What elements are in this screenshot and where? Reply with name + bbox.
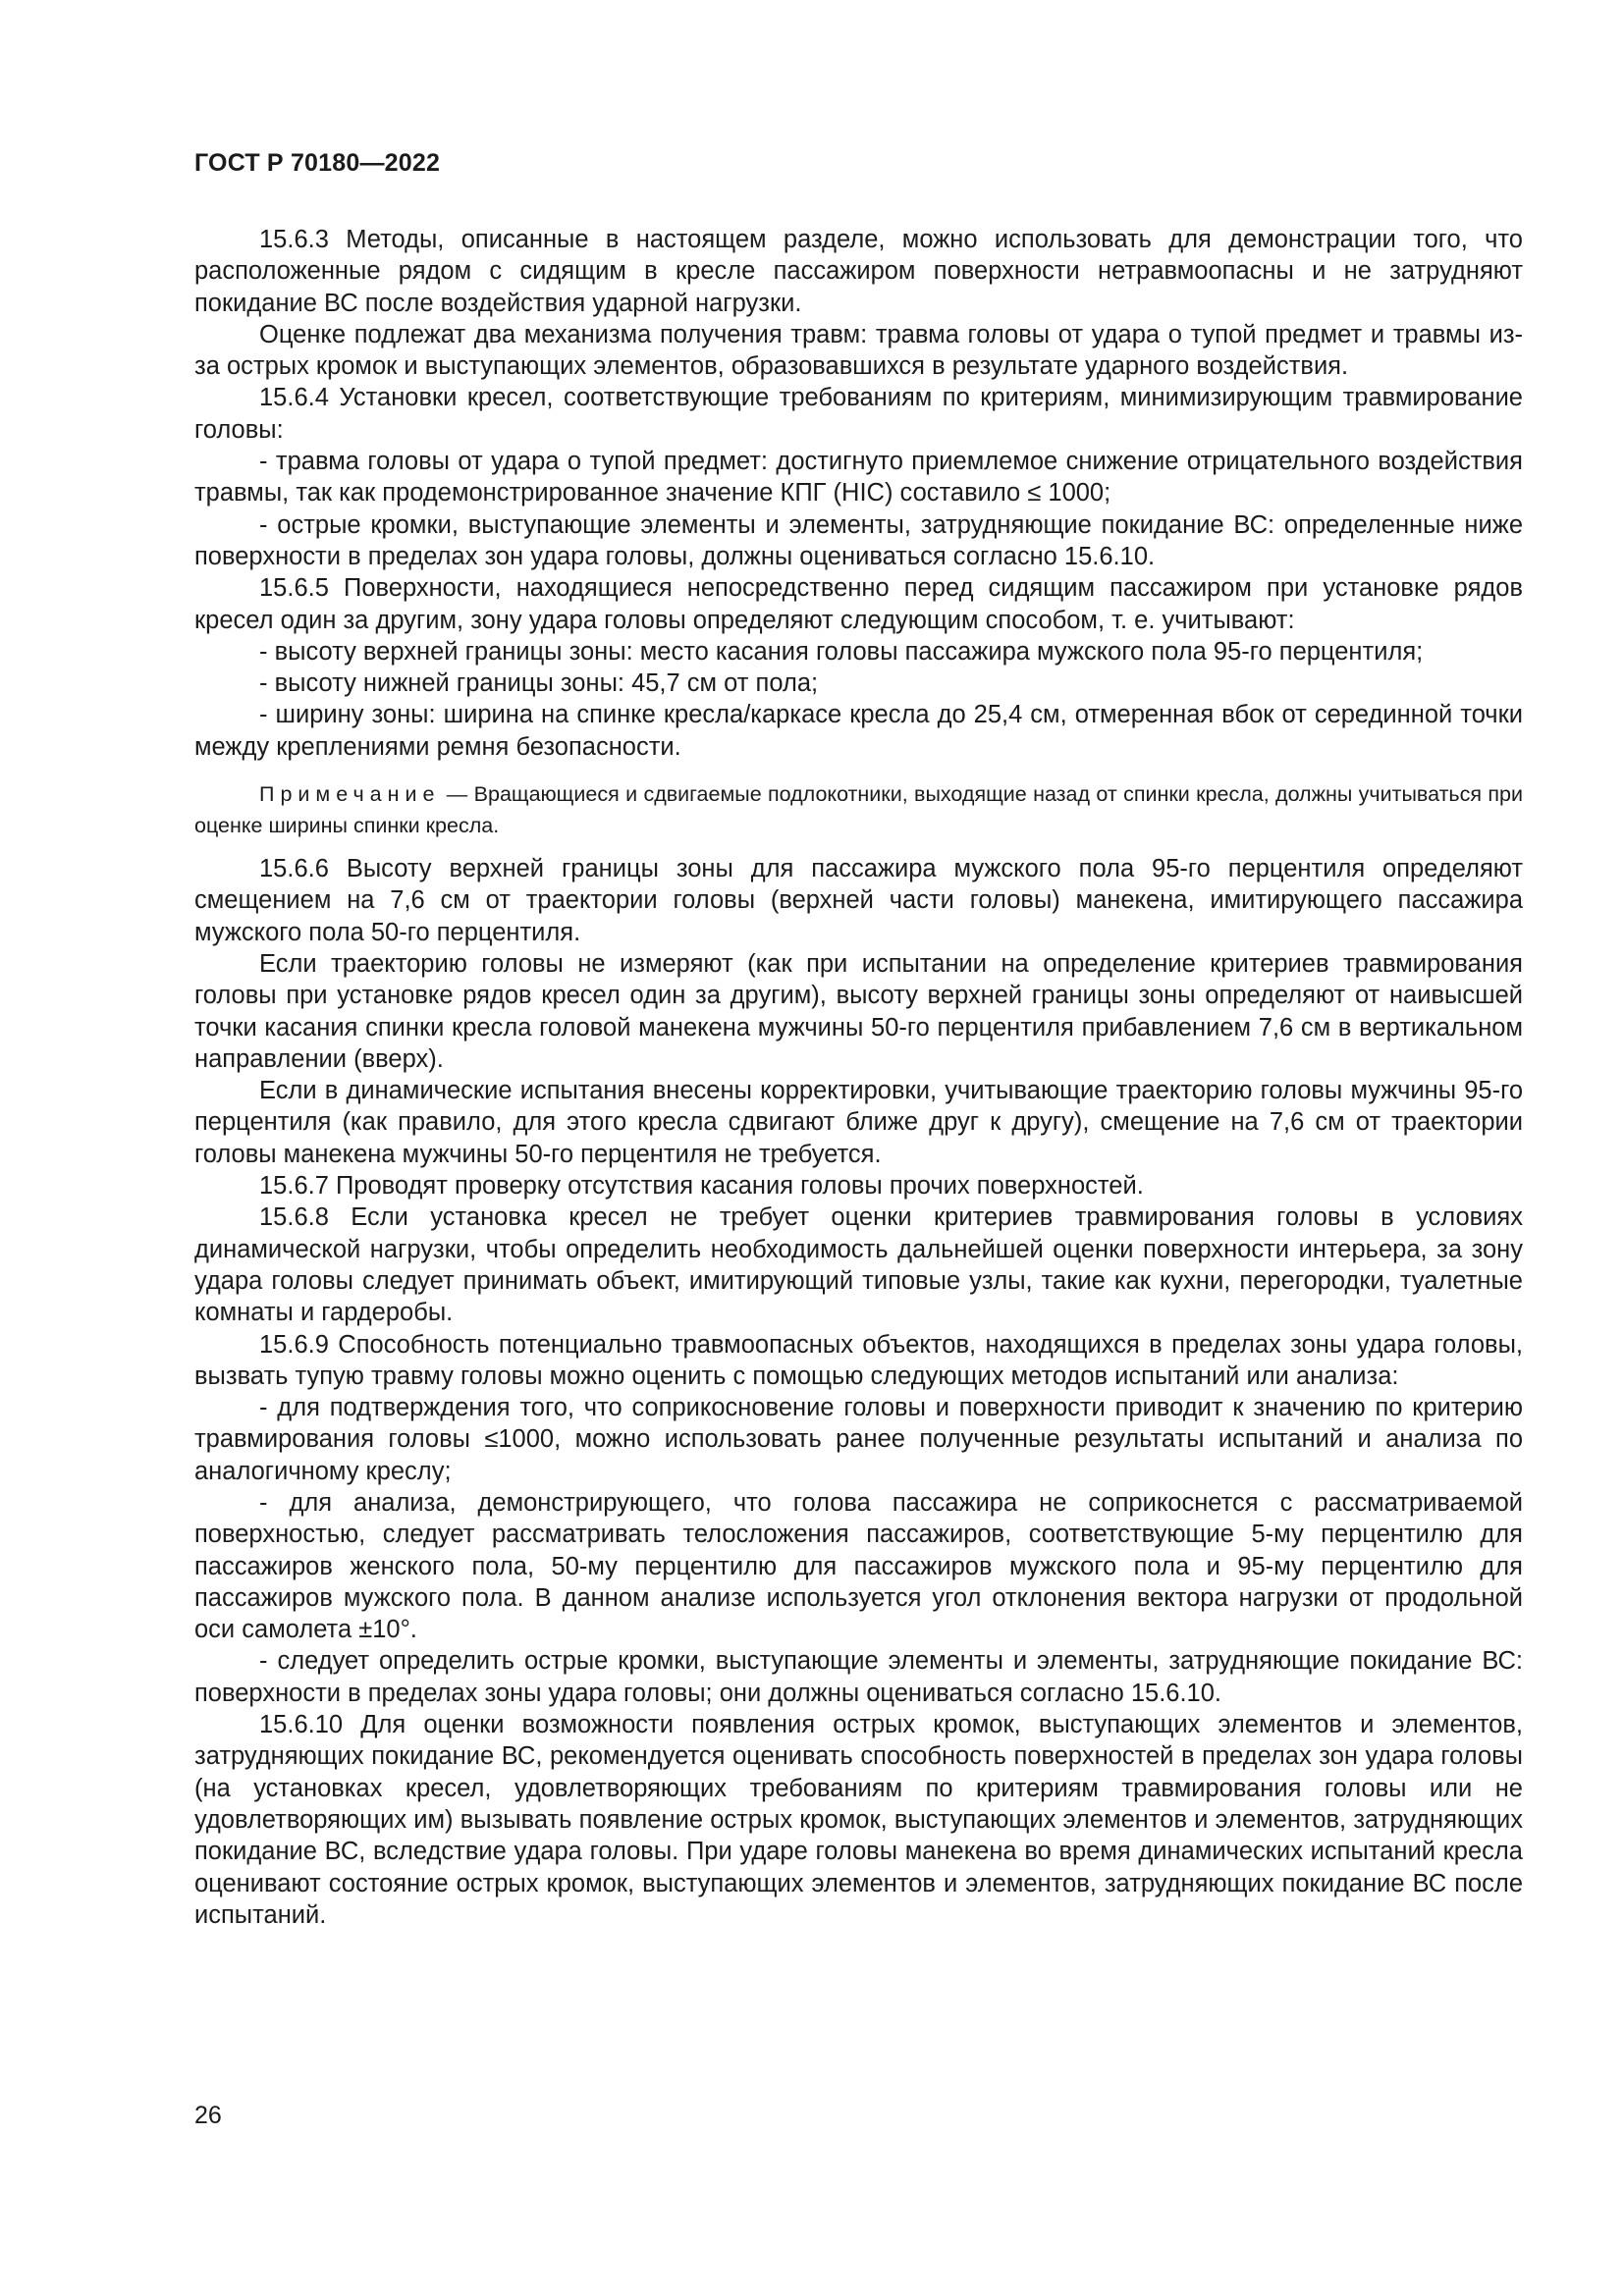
paragraph-15-6-4: 15.6.4 Установки кресел, соответствующие требованиям по критериям, минимизирующим травмирование головы: bbox=[194, 384, 1523, 444]
paragraph-15-6-3: 15.6.3 Методы, описанные в настоящем разделе, можно использовать для демонстрации того, что расположенные рядом с сидящим в кресле пассажиром поверхности нетравмоопасны и не затрудняют покидание ВС после воздействия ударной нагрузки. bbox=[194, 226, 1523, 317]
list-item-prior-results: - для подтверждения того, что соприкосновение головы и поверхности приводит к значению по критерию травмирования головы ≤1000, можно использовать ранее полученные результаты испытаний и анализа по аналогичному креслу; bbox=[194, 1394, 1523, 1485]
page-number: 26 bbox=[194, 2102, 222, 2129]
paragraph-dynamic-corrections: Если в динамические испытания внесены корректировки, учитывающие траекторию головы мужчины 95-го перцентиля (как правило, для этого кресла сдвигают ближе друг к другу), смещение на 7,6 см от траектории головы манекена мужчины 50-го перцентиля не требуется. bbox=[194, 1077, 1523, 1168]
paragraph-15-6-6: 15.6.6 Высоту верхней границы зоны для пассажира мужского пола 95-го перцентиля определяют смещением на 7,6 см от траектории головы (верхней части головы) манекена, имитирующего пассажира мужского пола 50-го перцентиля. bbox=[194, 855, 1523, 946]
note-label: Примечание bbox=[259, 782, 441, 807]
list-item-contact-analysis: - для анализа, демонстрирующего, что голова пассажира не соприкоснется с рассматриваемой поверхностью, следует рассматривать телосложения пассажиров, соответствующие 5-му перцентилю для пассажиров женского пола, 50-му перцентилю для пассажиров мужского пола и 95-му перцентилю для пассажиров мужского пола. В данном анализе используется угол отклонения вектора нагрузки от продольной оси самолета ±10°. bbox=[194, 1488, 1523, 1644]
list-item-blunt-impact: - травма головы от удара о тупой предмет: достигнуто приемлемое снижение отрицательного воздействия травмы, так как продемонстрированное значение КПГ (HIC) составило ≤ 1000; bbox=[194, 448, 1523, 507]
list-item-lower-boundary: - высоту нижней границы зоны: 45,7 см от пола; bbox=[259, 669, 819, 698]
list-item-sharp-edges: - острые кромки, выступающие элементы и элементы, затрудняющие покидание ВС: определенные ниже поверхности в пределах зон удара головы, должны оцениваться согласно 15.6.10. bbox=[194, 510, 1523, 570]
list-item-upper-boundary: - высоту верхней границы зоны: место касания головы пассажира мужского пола 95-го перцентиля; bbox=[259, 637, 1424, 666]
paragraph-15-6-10: 15.6.10 Для оценки возможности появления острых кромок, выступающих элементов и элементов, затрудняющих покидание ВС, рекомендуется оценивать способность поверхностей в пределах зон удара головы (на установках кресел, удовлетворяющих требованиям по критериям травмирования головы или не удовлетворяющих им) вызывать появление острых кромок, выступающих элементов и элементов, затрудняющих покидание ВС, вследствие удара головы. При ударе головы манекена во время динамических испытаний кресла оценивают состояние острых кромок, выступающих элементов и элементов, затрудняющих покидание ВС после испытаний. bbox=[194, 1711, 1523, 1929]
paragraph-injury-mechanisms: Оценке подлежат два механизма получения травм: травма головы от удара о тупой предмет и травмы из-за острых кромок и выступающих элементов, образовавшихся в результате ударного воздействия. bbox=[194, 320, 1523, 381]
note-text: — Вращающиеся и сдвигаемые подлокотники, выходящие назад от спинки кресла, должны учитываться при оценке ширины спинки кресла. bbox=[194, 782, 1523, 838]
paragraph-trajectory-not-measured: Если траекторию головы не измеряют (как при испытании на определение критериев травмирования головы при установке рядов кресел один за другим), высоту верхней границы зоны определяют от наивысшей точки касания спинки кресла головой манекена мужчины 50-го перцентиля прибавлением 7,6 см в вертикальном направлении (вверх). bbox=[194, 949, 1523, 1073]
list-item-identify-sharp-edges: - следует определить острые кромки, выступающие элементы и элементы, затрудняющие покидание ВС: поверхности в пределах зоны удара головы; они должны оцениваться согласно 15.6.10. bbox=[194, 1647, 1523, 1707]
paragraph-15-6-9: 15.6.9 Способность потенциально травмоопасных объектов, находящихся в пределах зоны удара головы, вызвать тупую травму головы можно оценить с помощью следующих методов испытаний или анализа: bbox=[194, 1330, 1523, 1390]
document-body bbox=[194, 224, 1523, 1931]
note-paragraph bbox=[194, 778, 1523, 841]
paragraph-15-6-7: 15.6.7 Проводят проверку отсутствия касания головы прочих поверхностей. bbox=[259, 1172, 1144, 1201]
document-standard-id: ГОСТ Р 70180—2022 bbox=[194, 149, 441, 177]
paragraph-15-6-5: 15.6.5 Поверхности, находящиеся непосредственно перед сидящим пассажиром при установке рядов кресел один за другим, зону удара головы определяют следующим способом, т. е. учитывают: bbox=[194, 574, 1523, 634]
list-item-zone-width: - ширину зоны: ширина на спинке кресла/каркасе кресла до 25,4 см, отмеренная вбок от серединной точки между креплениями ремня безопасности. bbox=[194, 701, 1523, 761]
paragraph-15-6-8: 15.6.8 Если установка кресел не требует оценки критериев травмирования головы в условиях динамической нагрузки, чтобы определить необходимость дальнейшей оценки поверхности интерьера, за зону удара головы следует принимать объект, имитирующий типовые узлы, такие как кухни, перегородки, туалетные комнаты и гардеробы. bbox=[194, 1203, 1523, 1327]
